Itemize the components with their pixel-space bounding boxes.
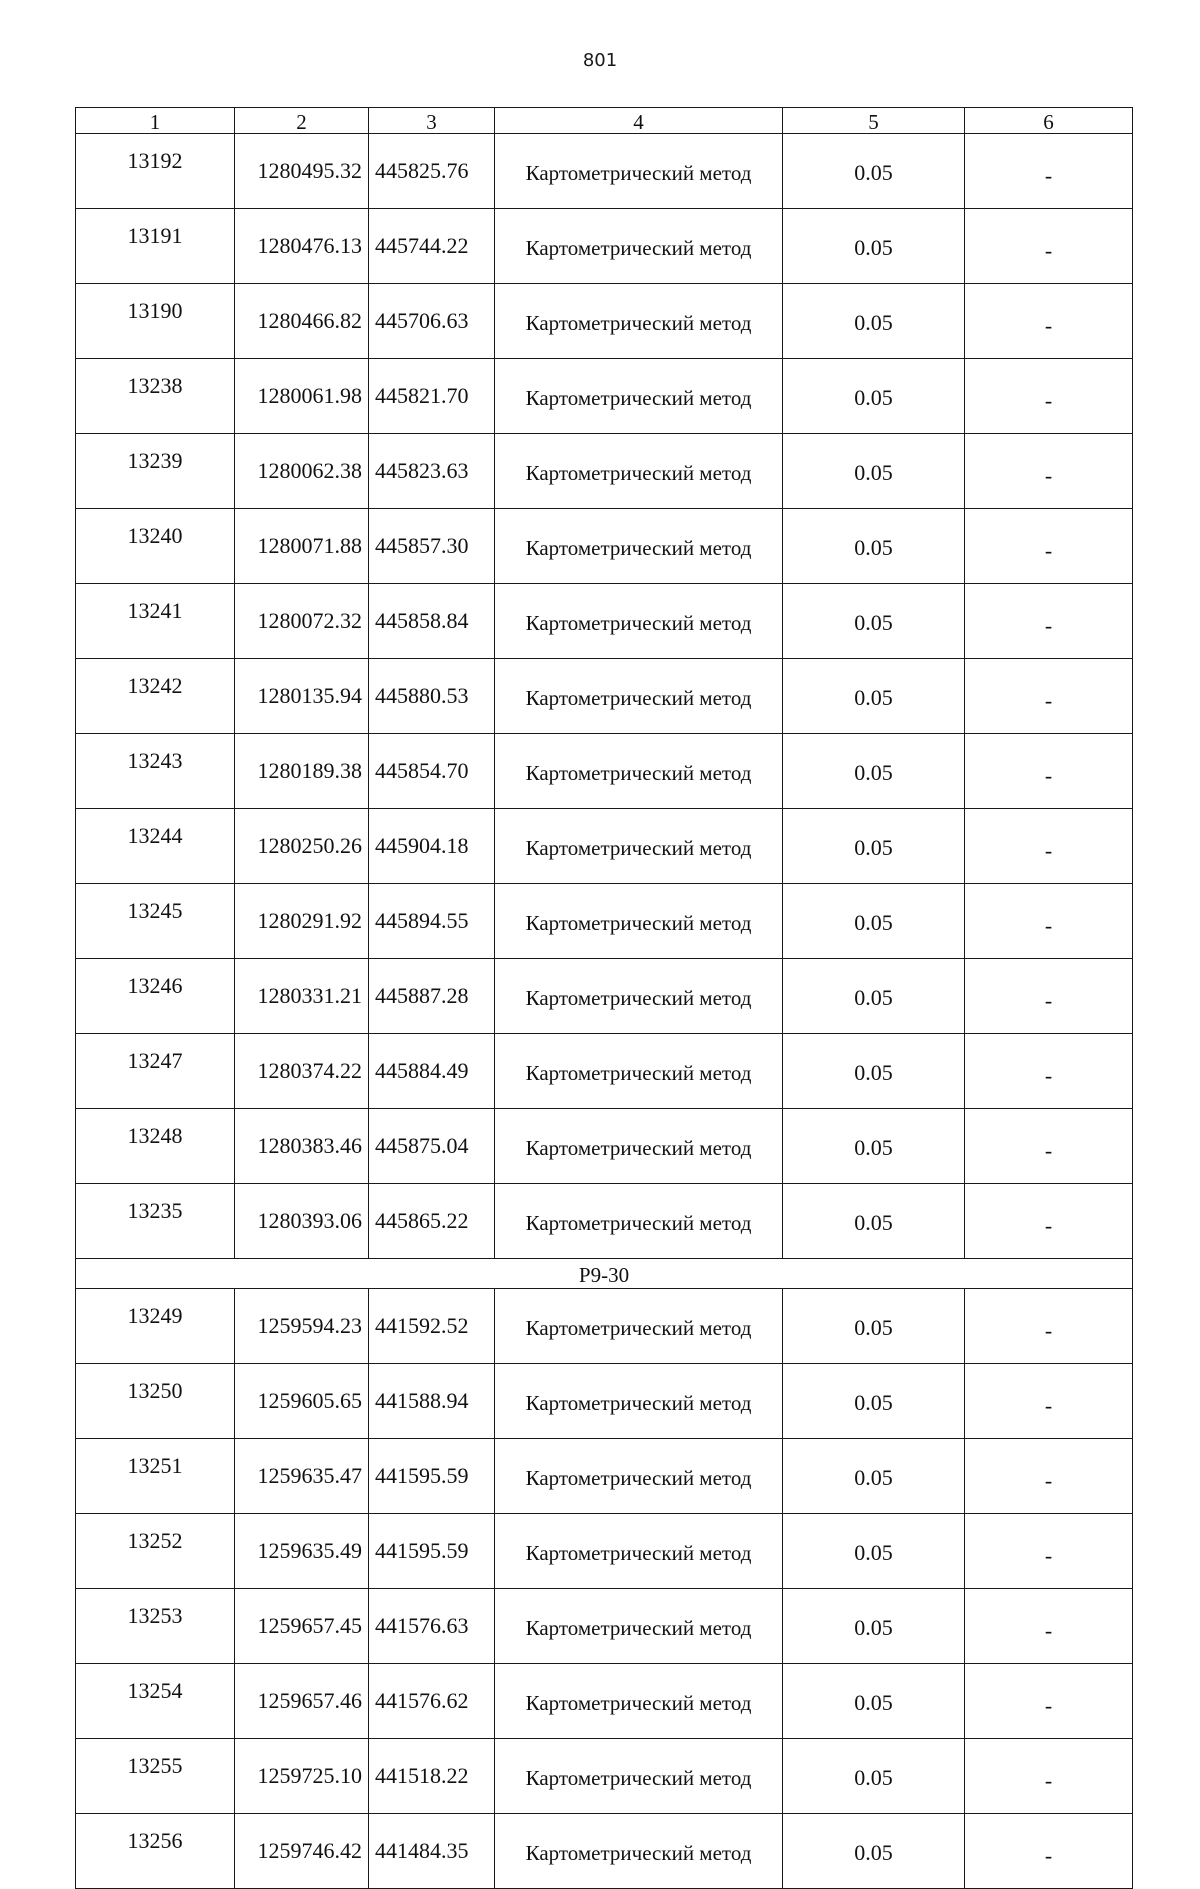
coordinate-y-cell: 441595.59 xyxy=(369,1439,495,1514)
coordinate-x-cell: 1259657.46 xyxy=(235,1664,369,1739)
coordinate-y-cell: 445894.55 xyxy=(369,884,495,959)
accuracy-cell: 0.05 xyxy=(783,1514,965,1589)
coordinate-y-cell: 445880.53 xyxy=(369,659,495,734)
point-number-cell: 13192 xyxy=(76,134,235,209)
coordinate-x-cell: 1259635.49 xyxy=(235,1514,369,1589)
accuracy-cell: 0.05 xyxy=(783,659,965,734)
coordinate-y-cell: 441484.35 xyxy=(369,1814,495,1889)
accuracy-cell: 0.05 xyxy=(783,1109,965,1184)
note-cell: - xyxy=(965,1364,1133,1439)
accuracy-cell: 0.05 xyxy=(783,1439,965,1514)
table-row xyxy=(76,884,1133,959)
coordinate-x-cell: 1280291.92 xyxy=(235,884,369,959)
accuracy-cell: 0.05 xyxy=(783,1664,965,1739)
coordinate-y-cell: 441595.59 xyxy=(369,1514,495,1589)
coordinate-x-cell: 1259657.45 xyxy=(235,1589,369,1664)
method-cell: Картометрический метод xyxy=(495,1589,783,1664)
coordinate-x-cell: 1259594.23 xyxy=(235,1289,369,1364)
method-cell: Картометрический метод xyxy=(495,1814,783,1889)
point-number-cell: 13243 xyxy=(76,734,235,809)
point-number-cell: 13241 xyxy=(76,584,235,659)
column-header-3: 3 xyxy=(369,108,495,134)
table-row xyxy=(76,809,1133,884)
point-number-cell: 13249 xyxy=(76,1289,235,1364)
note-cell: - xyxy=(965,1184,1133,1259)
table-row xyxy=(76,209,1133,284)
method-cell: Картометрический метод xyxy=(495,434,783,509)
point-number-cell: 13240 xyxy=(76,509,235,584)
table-row xyxy=(76,1364,1133,1439)
point-number-cell: 13253 xyxy=(76,1589,235,1664)
note-cell: - xyxy=(965,359,1133,434)
note-cell: - xyxy=(965,209,1133,284)
table-row xyxy=(76,1034,1133,1109)
accuracy-cell: 0.05 xyxy=(783,884,965,959)
accuracy-cell: 0.05 xyxy=(783,1184,965,1259)
page-number: 801 xyxy=(582,50,618,71)
method-cell: Картометрический метод xyxy=(495,284,783,359)
point-number-cell: 13247 xyxy=(76,1034,235,1109)
accuracy-cell: 0.05 xyxy=(783,1739,965,1814)
coordinate-y-cell: 445744.22 xyxy=(369,209,495,284)
coordinate-x-cell: 1259746.42 xyxy=(235,1814,369,1889)
coordinate-x-cell: 1280135.94 xyxy=(235,659,369,734)
method-cell: Картометрический метод xyxy=(495,359,783,434)
note-cell: - xyxy=(965,1109,1133,1184)
accuracy-cell: 0.05 xyxy=(783,1034,965,1109)
coordinate-y-cell: 445858.84 xyxy=(369,584,495,659)
method-cell: Картометрический метод xyxy=(495,134,783,209)
note-cell: - xyxy=(965,1589,1133,1664)
point-number-cell: 13242 xyxy=(76,659,235,734)
note-cell: - xyxy=(965,1814,1133,1889)
table-row xyxy=(76,584,1133,659)
table-row xyxy=(76,284,1133,359)
note-cell: - xyxy=(965,1034,1133,1109)
point-number-cell: 13248 xyxy=(76,1109,235,1184)
method-cell: Картометрический метод xyxy=(495,884,783,959)
coordinate-y-cell: 445887.28 xyxy=(369,959,495,1034)
method-cell: Картометрический метод xyxy=(495,1184,783,1259)
note-cell: - xyxy=(965,584,1133,659)
note-cell: - xyxy=(965,1739,1133,1814)
method-cell: Картометрический метод xyxy=(495,1439,783,1514)
accuracy-cell: 0.05 xyxy=(783,509,965,584)
coordinate-x-cell: 1259605.65 xyxy=(235,1364,369,1439)
method-cell: Картометрический метод xyxy=(495,734,783,809)
table-row xyxy=(76,1589,1133,1664)
accuracy-cell: 0.05 xyxy=(783,1289,965,1364)
coordinate-x-cell: 1280331.21 xyxy=(235,959,369,1034)
coordinates-table xyxy=(75,107,1133,1889)
table-row xyxy=(76,434,1133,509)
table-row xyxy=(76,1289,1133,1364)
coordinate-y-cell: 445821.70 xyxy=(369,359,495,434)
method-cell: Картометрический метод xyxy=(495,1514,783,1589)
coordinate-y-cell: 445857.30 xyxy=(369,509,495,584)
table-body-group-a xyxy=(76,134,1133,1259)
note-cell: - xyxy=(965,1289,1133,1364)
point-number-cell: 13256 xyxy=(76,1814,235,1889)
note-cell: - xyxy=(965,884,1133,959)
note-cell: - xyxy=(965,509,1133,584)
column-header-4: 4 xyxy=(495,108,783,134)
point-number-cell: 13235 xyxy=(76,1184,235,1259)
note-cell: - xyxy=(965,809,1133,884)
coordinate-y-cell: 441576.62 xyxy=(369,1664,495,1739)
method-cell: Картометрический метод xyxy=(495,1739,783,1814)
column-header-2: 2 xyxy=(235,108,369,134)
method-cell: Картометрический метод xyxy=(495,509,783,584)
point-number-cell: 13238 xyxy=(76,359,235,434)
method-cell: Картометрический метод xyxy=(495,209,783,284)
table-row xyxy=(76,734,1133,809)
coordinate-x-cell: 1280071.88 xyxy=(235,509,369,584)
accuracy-cell: 0.05 xyxy=(783,359,965,434)
section-label: Р9-30 xyxy=(76,1259,1133,1289)
accuracy-cell: 0.05 xyxy=(783,734,965,809)
point-number-cell: 13254 xyxy=(76,1664,235,1739)
note-cell: - xyxy=(965,284,1133,359)
method-cell: Картометрический метод xyxy=(495,809,783,884)
point-number-cell: 13245 xyxy=(76,884,235,959)
point-number-cell: 13255 xyxy=(76,1739,235,1814)
coordinate-x-cell: 1280072.32 xyxy=(235,584,369,659)
coordinate-y-cell: 445904.18 xyxy=(369,809,495,884)
column-header-5: 5 xyxy=(783,108,965,134)
method-cell: Картометрический метод xyxy=(495,584,783,659)
coordinate-x-cell: 1280250.26 xyxy=(235,809,369,884)
table-row xyxy=(76,1184,1133,1259)
table-row xyxy=(76,1814,1133,1889)
note-cell: - xyxy=(965,734,1133,809)
coordinate-y-cell: 445854.70 xyxy=(369,734,495,809)
coordinate-y-cell: 445875.04 xyxy=(369,1109,495,1184)
point-number-cell: 13190 xyxy=(76,284,235,359)
method-cell: Картометрический метод xyxy=(495,1664,783,1739)
note-cell: - xyxy=(965,134,1133,209)
accuracy-cell: 0.05 xyxy=(783,1814,965,1889)
coordinate-x-cell: 1280383.46 xyxy=(235,1109,369,1184)
table-row xyxy=(76,134,1133,209)
coordinate-x-cell: 1280466.82 xyxy=(235,284,369,359)
coordinate-y-cell: 441576.63 xyxy=(369,1589,495,1664)
note-cell: - xyxy=(965,434,1133,509)
note-cell: - xyxy=(965,1664,1133,1739)
column-header-6: 6 xyxy=(965,108,1133,134)
table-header-row xyxy=(76,108,1133,134)
table-row xyxy=(76,1664,1133,1739)
table-row xyxy=(76,1439,1133,1514)
table-row xyxy=(76,509,1133,584)
accuracy-cell: 0.05 xyxy=(783,1589,965,1664)
accuracy-cell: 0.05 xyxy=(783,209,965,284)
table-row xyxy=(76,1739,1133,1814)
table-row xyxy=(76,659,1133,734)
coordinate-y-cell: 441588.94 xyxy=(369,1364,495,1439)
accuracy-cell: 0.05 xyxy=(783,284,965,359)
point-number-cell: 13244 xyxy=(76,809,235,884)
note-cell: - xyxy=(965,1514,1133,1589)
accuracy-cell: 0.05 xyxy=(783,434,965,509)
note-cell: - xyxy=(965,959,1133,1034)
table-row xyxy=(76,359,1133,434)
table-body-group-b xyxy=(76,1289,1133,1889)
accuracy-cell: 0.05 xyxy=(783,134,965,209)
method-cell: Картометрический метод xyxy=(495,1364,783,1439)
note-cell: - xyxy=(965,659,1133,734)
point-number-cell: 13246 xyxy=(76,959,235,1034)
method-cell: Картометрический метод xyxy=(495,959,783,1034)
method-cell: Картометрический метод xyxy=(495,1109,783,1184)
section-row xyxy=(76,1259,1133,1289)
coordinate-x-cell: 1280393.06 xyxy=(235,1184,369,1259)
coordinate-y-cell: 445825.76 xyxy=(369,134,495,209)
method-cell: Картометрический метод xyxy=(495,659,783,734)
method-cell: Картометрический метод xyxy=(495,1034,783,1109)
accuracy-cell: 0.05 xyxy=(783,959,965,1034)
point-number-cell: 13239 xyxy=(76,434,235,509)
column-header-1: 1 xyxy=(76,108,235,134)
note-cell: - xyxy=(965,1439,1133,1514)
point-number-cell: 13251 xyxy=(76,1439,235,1514)
coordinate-y-cell: 445865.22 xyxy=(369,1184,495,1259)
coordinate-x-cell: 1280061.98 xyxy=(235,359,369,434)
accuracy-cell: 0.05 xyxy=(783,809,965,884)
coordinate-y-cell: 445884.49 xyxy=(369,1034,495,1109)
point-number-cell: 13250 xyxy=(76,1364,235,1439)
method-cell: Картометрический метод xyxy=(495,1289,783,1364)
accuracy-cell: 0.05 xyxy=(783,584,965,659)
coordinate-x-cell: 1280062.38 xyxy=(235,434,369,509)
table-row xyxy=(76,1109,1133,1184)
coordinate-y-cell: 441592.52 xyxy=(369,1289,495,1364)
coordinate-x-cell: 1280374.22 xyxy=(235,1034,369,1109)
coordinate-x-cell: 1280189.38 xyxy=(235,734,369,809)
point-number-cell: 13252 xyxy=(76,1514,235,1589)
coordinate-x-cell: 1259635.47 xyxy=(235,1439,369,1514)
coordinate-y-cell: 445823.63 xyxy=(369,434,495,509)
coordinate-y-cell: 441518.22 xyxy=(369,1739,495,1814)
coordinate-x-cell: 1259725.10 xyxy=(235,1739,369,1814)
table-row xyxy=(76,1514,1133,1589)
point-number-cell: 13191 xyxy=(76,209,235,284)
coordinate-x-cell: 1280476.13 xyxy=(235,209,369,284)
coordinate-y-cell: 445706.63 xyxy=(369,284,495,359)
coordinate-x-cell: 1280495.32 xyxy=(235,134,369,209)
table-row xyxy=(76,959,1133,1034)
accuracy-cell: 0.05 xyxy=(783,1364,965,1439)
